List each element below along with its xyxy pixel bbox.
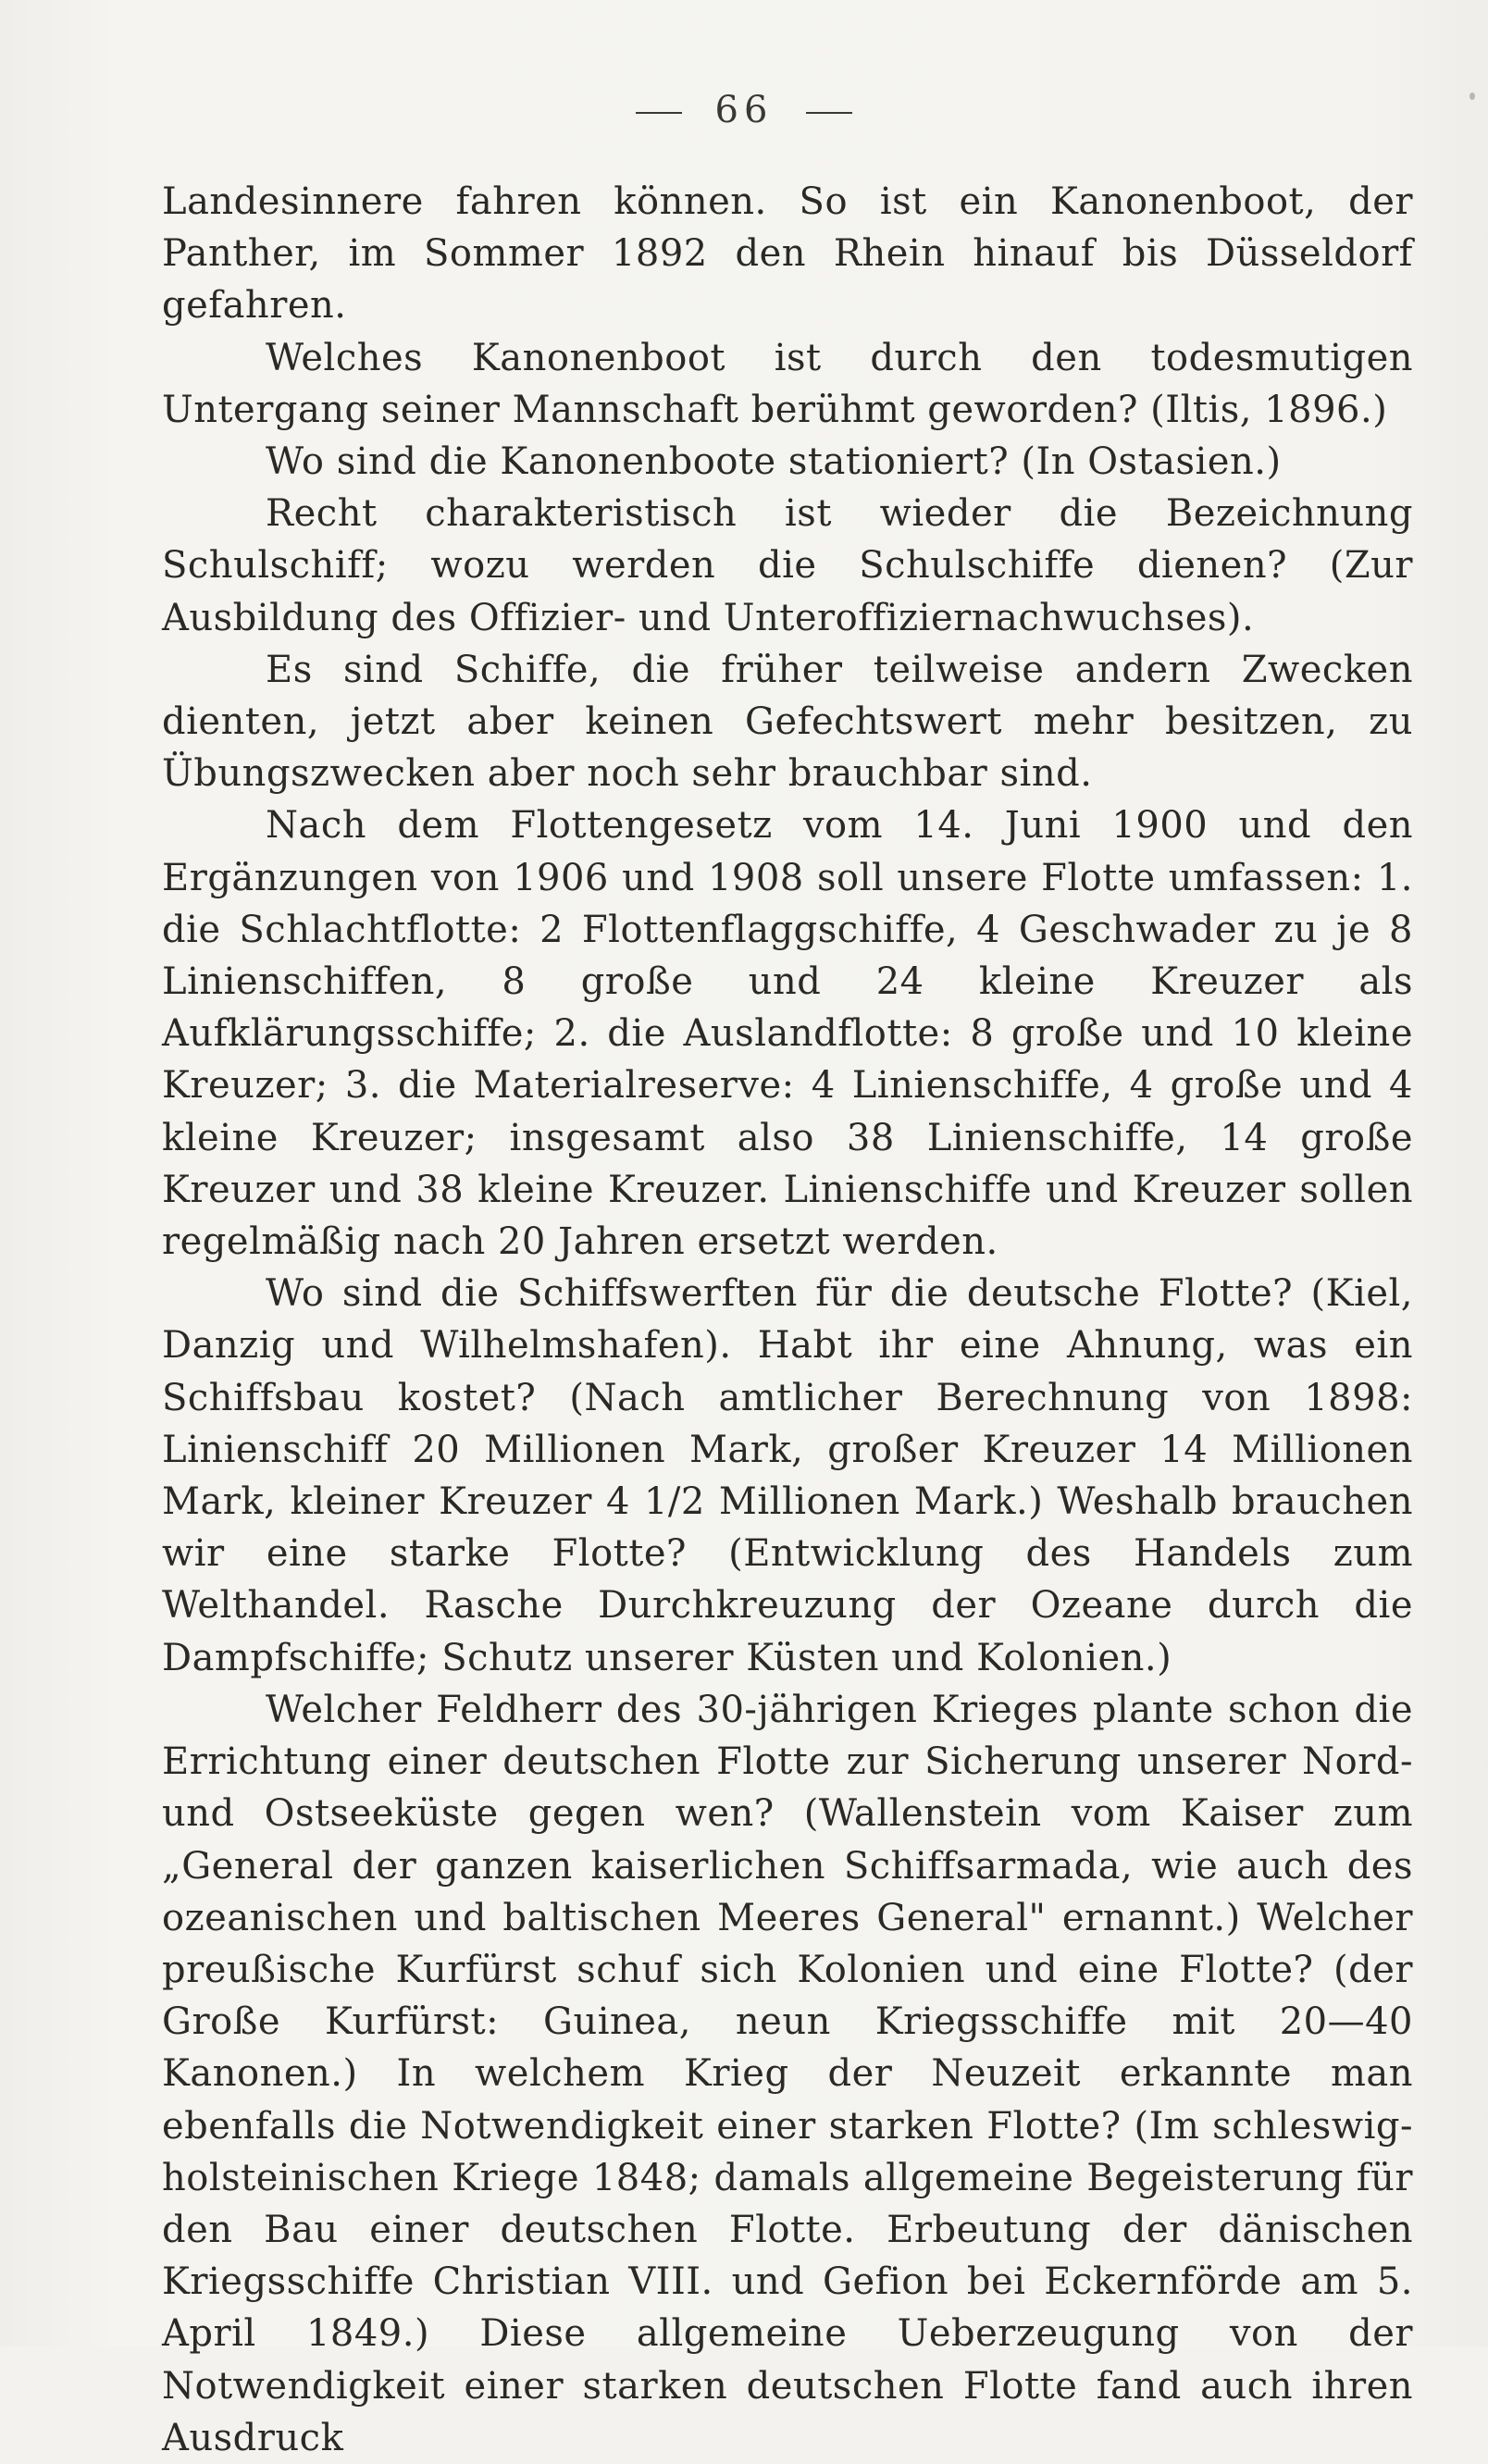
header-dash-left [636, 112, 682, 114]
paragraph: Welcher Feldherr des 30-jährigen Krieges plante schon die Errichtung einer deutschen Flotte zur Sicherung unserer Nord- und Ostseeküste gegen wen? (Wallenstein vom Kaiser zum „General der ganzen kaiserlichen Schiffsarmada, wie auch des ozeanischen und baltischen Meeres General" ernannt.) Welcher preußische Kurfürst schuf sich Kolonien und eine Flotte? (der Große Kurfürst: Guinea, neun Kriegsschiffe mit 20—40 Kanonen.) In welchem Krieg der Neuzeit erkannte man ebenfalls die Notwendigkeit einer starken Flotte? (Im schleswig-holsteinischen Kriege 1848; damals allgemeine Begeisterung für den Bau einer deutschen Flotte. Erbeutung der dänischen Kriegsschiffe Christian VIII. und Gefion bei Eckernförde am 5. April 1849.) Diese allgemeine Ueberzeugung von der Notwendigkeit einer starken deutschen Flotte fand auch ihren Ausdruck [162, 1688, 1413, 2459]
paragraph: Landesinnere fahren können. So ist ein Kanonenboot, der Panther, im Sommer 1892 den Rhein hinauf bis Düsseldorf gefahren. [162, 180, 1413, 328]
header-dash-right [806, 112, 852, 114]
body-text [162, 176, 1413, 2464]
paragraph: Recht charakteristisch ist wieder die Bezeichnung Schulschiff; wozu werden die Schulschiffe dienen? (Zur Ausbildung des Offizier- und Unteroffiziernachwuchses). [162, 492, 1413, 639]
paragraph: Welches Kanonenboot ist durch den todesmutigen Untergang seiner Mannschaft berühmt geworden? (Iltis, 1896.) [162, 336, 1413, 431]
paragraph: Wo sind die Schiffswerften für die deutsche Flotte? (Kiel, Danzig und Wilhelmshafen). Habt ihr eine Ahnung, was ein Schiffsbau kostet? (Nach amtlicher Berechnung von 1898: Linienschiff 20 Millionen Mark, großer Kreuzer 14 Millionen Mark, kleiner Kreuzer 4 1/2 Millionen Mark.) Weshalb brauchen wir eine starke Flotte? (Entwicklung des Handels zum Welthandel. Rasche Durchkreuzung der Ozeane durch die Dampfschiffe; Schutz unserer Küsten und Kolonien.) [162, 1272, 1413, 1679]
paragraph: Es sind Schiffe, die früher teilweise andern Zwecken dienten, jetzt aber keinen Gefechtswert mehr besitzen, zu Übungszwecken aber noch sehr brauchbar sind. [162, 648, 1413, 796]
paragraph: Nach dem Flottengesetz vom 14. Juni 1900 und den Ergänzungen von 1906 und 1908 soll unsere Flotte umfassen: 1. die Schlachtflotte: 2 Flottenflaggschiffe, 4 Geschwader zu je 8 Linienschiffen, 8 große und 24 kleine Kreuzer als Aufklärungsschiffe; 2. die Auslandflotte: 8 große und 10 kleine Kreuzer; 3. die Materialreserve: 4 Linienschiffe, 4 große und 4 kleine Kreuzer; insgesamt also 38 Linienschiffe, 14 große Kreuzer und 38 kleine Kreuzer. Linienschiffe und Kreuzer sollen regelmäßig nach 20 Jahren ersetzt werden. [162, 804, 1413, 1264]
paragraph: Wo sind die Kanonenboote stationiert? (In Ostasien.) [266, 440, 1282, 484]
paper-speck [1469, 93, 1475, 100]
page-number: 66 [714, 89, 774, 131]
page-header [0, 89, 1488, 131]
